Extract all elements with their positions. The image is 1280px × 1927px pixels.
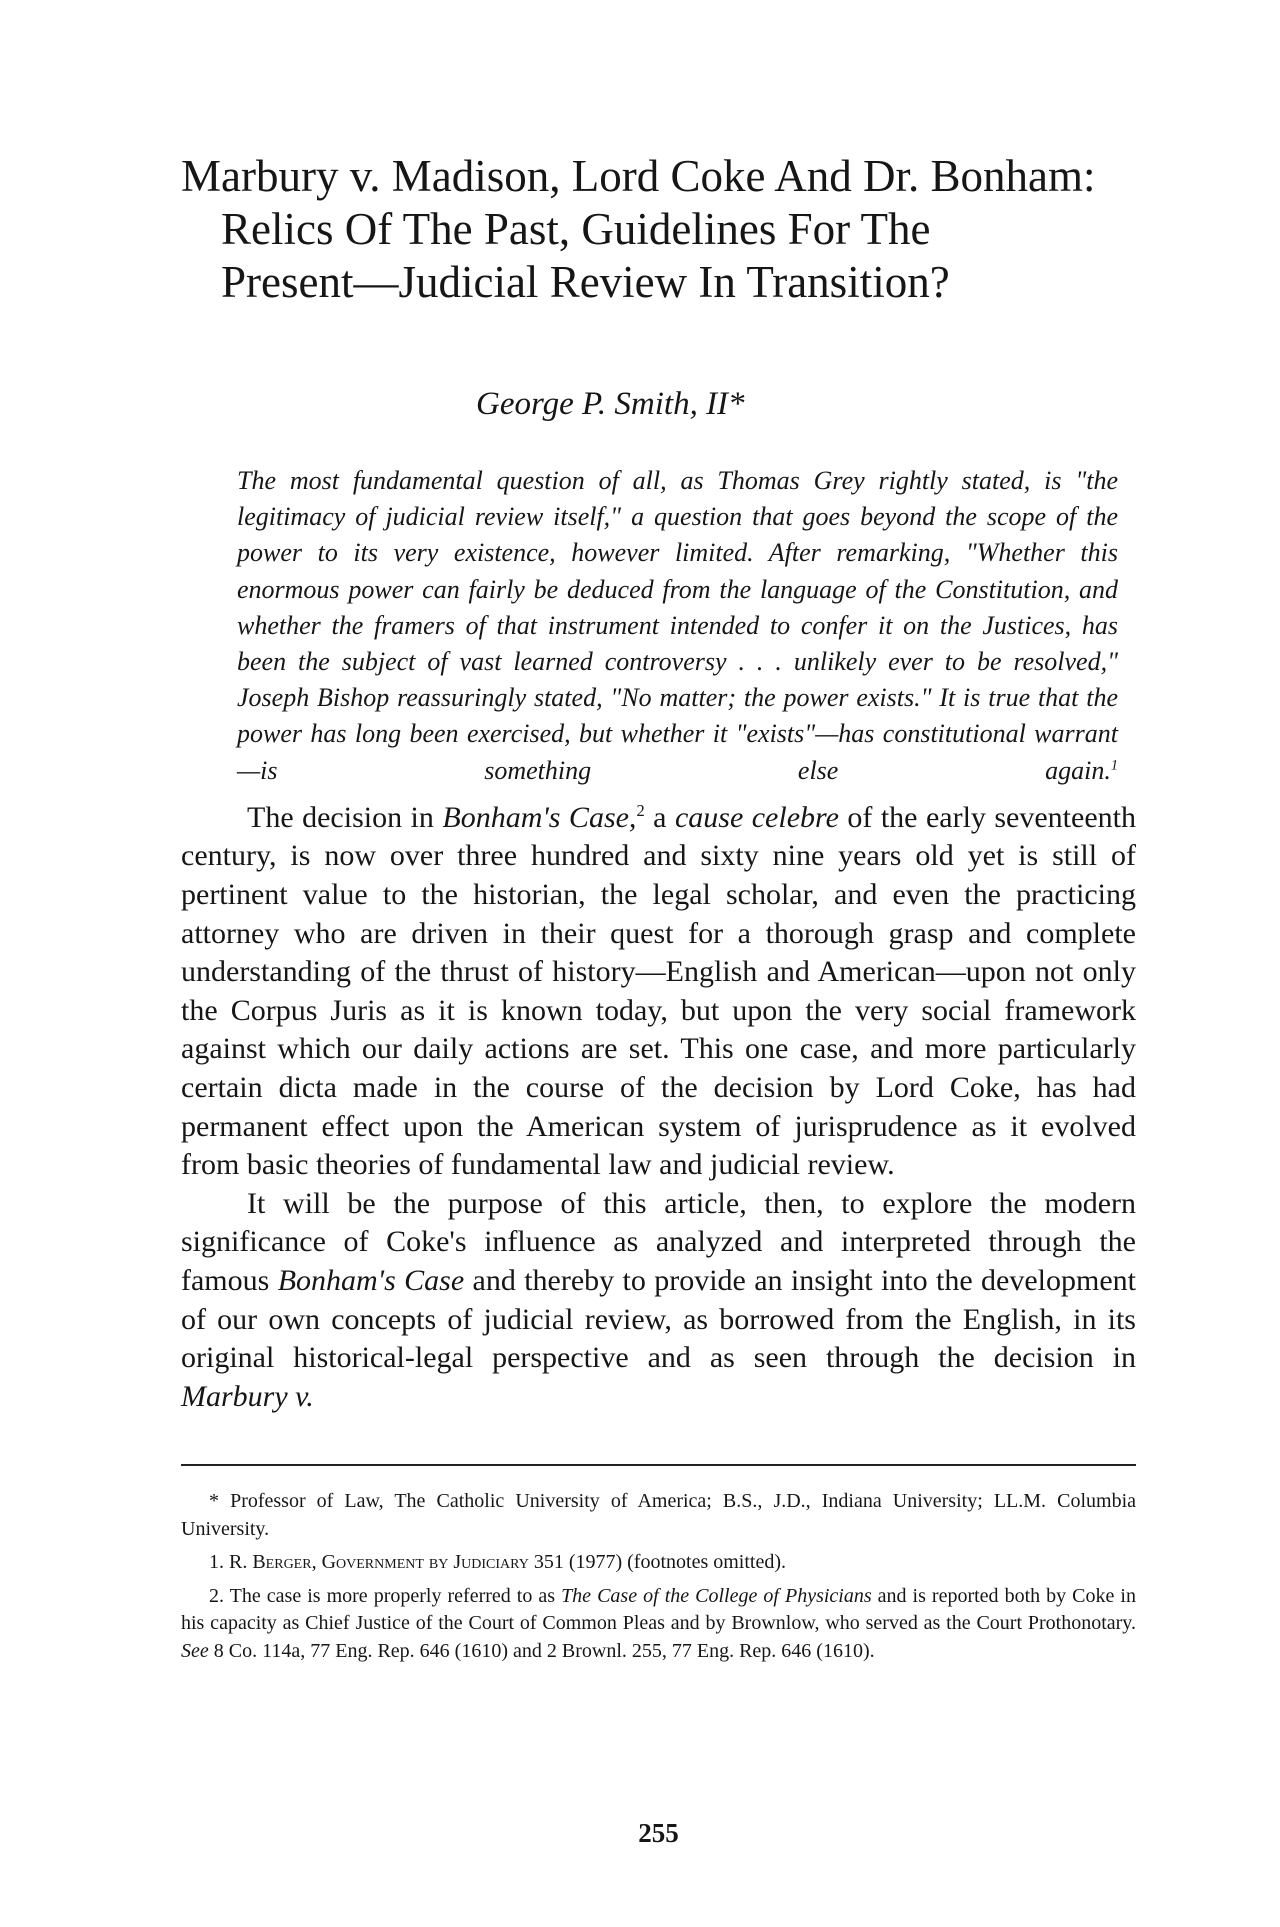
article-page [181,150,1136,1848]
footnote-divider [181,1464,1136,1466]
p1-text-b: a [644,800,675,834]
epigraph-quote [237,463,1118,789]
fn2-case-title: The Case of the College of Physicians [561,1584,872,1607]
page-number: 255 [638,1818,679,1848]
footnote-2 [181,1583,1136,1666]
author-name: George P. Smith, II* [476,386,745,422]
body-paragraph-2 [181,1185,1136,1417]
fn2-text-b: and is reported both by Coke in his capacity as Chief Justice of the Court of Common Pleas and by Brownlow, who served as the Court Prothonotary. [181,1584,1136,1635]
fn2-see: See [181,1639,209,1662]
footnote-1 [181,1549,1136,1577]
title-line-1: Marbury v. Madison, Lord Coke And Dr. Bonham: [181,151,1096,201]
p1-text-c: of the early seventeenth century, is now over three hundred and sixty nine years old yet is still of pertinent value to the historian, the legal scholar, and even the practicing attorney who are driven in their quest for a thorough grasp and complete understanding of the thrust of history—English and American—upon not only the Corpus Juris as it is known today, but upon the very social framework against which our daily actions are set. This one case, and more particularly certain dicta made in the course of the decision by Lord Coke, has had permanent effect upon the American system of jurisprudence as it evolved from basic theories of fundamental law and judicial review. [181,800,1136,1182]
fn1-rest: 351 (1977) (footnotes omitted). [528,1551,786,1574]
fn2-text-a: 2. The case is more properly referred to as [209,1584,562,1607]
epigraph-text: The most fundamental question of all, as Thomas Grey rightly stated, is "the legitimacy of judicial review itself," a question that goes beyond the scope of the power to its very existence, however limited. After remarking, "Whether this enormous power can fairly be deduced from the language of the Constitution, and whether the framers of that instrument intended to confer it on the Justices, has been the subject of vast learned controversy . . . unlikely ever to be resolved," Joseph Bishop reassuringly stated, "No matter; the power exists." It is true that the power has long been exercised, but whether it "exists"—has constitutional warrant—is something else again. [237,466,1118,785]
p1-case-name: Bonham's Case, [442,800,637,834]
fn1-book-title: Government by Judiciary [321,1551,529,1574]
fn1-comma: , [311,1551,322,1574]
title-line-3: Present—Judicial Review In Transition? [221,257,950,307]
footnote-ref-1: 1 [1110,756,1118,773]
title-line-2: Relics Of The Past, Guidelines For The [221,204,931,254]
p1-text-a: The decision in [247,800,443,834]
article-title [181,150,1136,309]
p2-case-marbury: Marbury v. [181,1379,314,1413]
p2-case-name: Bonham's Case [277,1263,465,1297]
footnote-ref-2: 2 [636,800,645,820]
footnote-author: * Professor of Law, The Catholic University of America; B.S., J.D., Indiana University; LL.M. Columbia University. [181,1490,1136,1540]
body-paragraph-1 [181,799,1136,1185]
footnotes [181,1488,1136,1665]
p2-text-a: It will be the purpose of this article, then, to explore the modern significance of Coke's influence as analyzed and interpreted through the famous [181,1186,1136,1297]
fn1-author: Berger [252,1551,312,1574]
fn1-number: 1. R. [209,1551,253,1574]
fn2-text-c: 8 Co. 114a, 77 Eng. Rep. 646 (1610) and 2 Brownl. 255, 77 Eng. Rep. 646 (1610). [208,1639,875,1662]
p1-foreign-phrase: cause celebre [674,800,839,834]
p2-text-b: and thereby to provide an insight into the development of our own concepts of judicial review, as borrowed from the English, in its original historical-legal perspective and as seen through the decision in [181,1263,1136,1375]
article-body [181,799,1136,1417]
